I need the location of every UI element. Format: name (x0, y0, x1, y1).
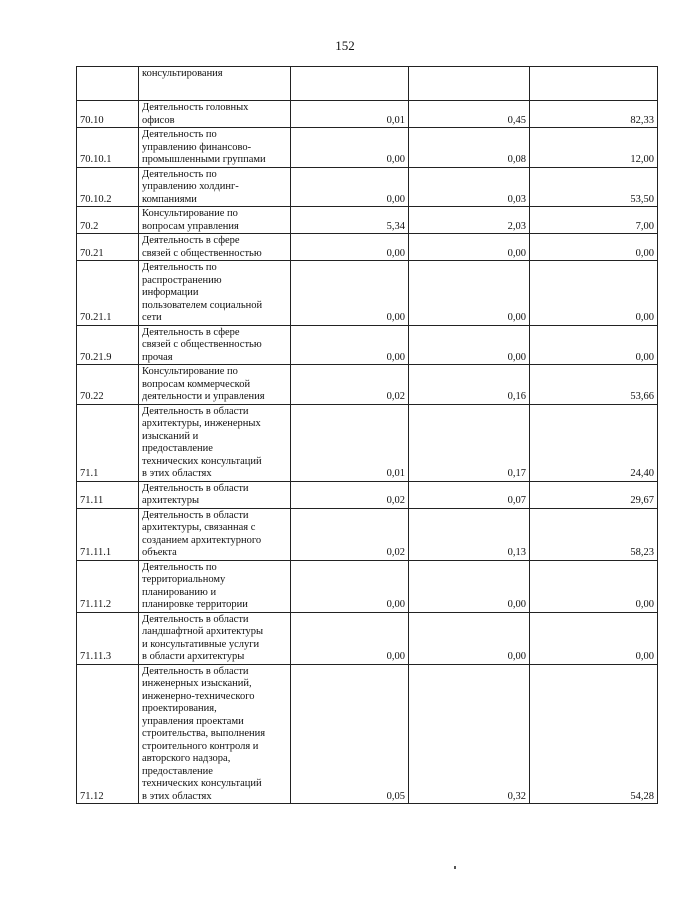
cell-code: 70.21 (77, 234, 139, 261)
cell-code: 70.21.9 (77, 325, 139, 365)
table-row (77, 207, 658, 234)
cell-value-2: 0,00 (409, 612, 530, 664)
cell-value-1: 0,02 (291, 365, 409, 405)
cell-value-2: 2,03 (409, 207, 530, 234)
cell-name: Деятельность в области архитектуры, инженерных изысканий и предоставление технических консультаций в этих областях (139, 404, 291, 481)
cell-name: Деятельность в области ландшафтной архитектуры и консультативные услуги в области архитектуры (139, 612, 291, 664)
table-row (77, 664, 658, 804)
cell-value-3: 7,00 (530, 207, 658, 234)
cell-value-2: 0,07 (409, 481, 530, 508)
cell-value-3: 24,40 (530, 404, 658, 481)
table-row (77, 404, 658, 481)
table-row (77, 167, 658, 207)
cell-value-2: 0,13 (409, 508, 530, 560)
cell-value-3: 29,67 (530, 481, 658, 508)
table-row (77, 261, 658, 326)
cell-value-3: 54,28 (530, 664, 658, 804)
cell-value-1: 0,00 (291, 167, 409, 207)
cell-name: Консультирование по вопросам управления (139, 207, 291, 234)
cell-value-2: 0,32 (409, 664, 530, 804)
cell-code: 71.11 (77, 481, 139, 508)
cell-code: 70.21.1 (77, 261, 139, 326)
cell-value-1: 0,00 (291, 560, 409, 612)
cell-value-3: 0,00 (530, 560, 658, 612)
cell-value-3: 0,00 (530, 612, 658, 664)
cell-code: 71.11.2 (77, 560, 139, 612)
cell-value-1: 0,01 (291, 404, 409, 481)
cell-code: 70.2 (77, 207, 139, 234)
cell-value-1: 0,02 (291, 481, 409, 508)
cell-name: консультирования (139, 67, 291, 101)
cell-value-2: 0,00 (409, 234, 530, 261)
cell-value-3: 53,50 (530, 167, 658, 207)
table-row (77, 128, 658, 168)
cell-value-3: 53,66 (530, 365, 658, 405)
table-row (77, 481, 658, 508)
cell-code: 71.12 (77, 664, 139, 804)
table-row (77, 560, 658, 612)
cell-name: Деятельность по управлению финансово- промышленными группами (139, 128, 291, 168)
cell-code: 70.10 (77, 101, 139, 128)
cell-value-1: 0,05 (291, 664, 409, 804)
cell-code: 70.10.1 (77, 128, 139, 168)
cell-value-1: 5,34 (291, 207, 409, 234)
table-row (77, 234, 658, 261)
table-row (77, 612, 658, 664)
cell-name: Деятельность по распространению информации пользователем социальной сети (139, 261, 291, 326)
cell-value-1: 0,00 (291, 261, 409, 326)
cell-value-2: 0,17 (409, 404, 530, 481)
cell-code (77, 67, 139, 101)
cell-code: 71.1 (77, 404, 139, 481)
cell-value-2: 0,00 (409, 261, 530, 326)
page-number: 152 (335, 38, 355, 53)
cell-value-1: 0,00 (291, 128, 409, 168)
table-body (77, 67, 658, 804)
cell-code: 70.10.2 (77, 167, 139, 207)
cell-name: Деятельность в области архитектуры, связанная с созданием архитектурного объекта (139, 508, 291, 560)
scan-speck (454, 866, 456, 869)
cell-name: Деятельность в сфере связей с общественностью прочая (139, 325, 291, 365)
cell-name: Деятельность головных офисов (139, 101, 291, 128)
cell-code: 70.22 (77, 365, 139, 405)
cell-value-3: 0,00 (530, 325, 658, 365)
activity-table (76, 66, 658, 804)
table-row (77, 365, 658, 405)
cell-value-2: 0,00 (409, 325, 530, 365)
cell-value-1 (291, 67, 409, 101)
cell-code: 71.11.3 (77, 612, 139, 664)
table-row-continuation (77, 67, 658, 101)
cell-value-1: 0,00 (291, 325, 409, 365)
cell-value-2: 0,45 (409, 101, 530, 128)
cell-value-3: 82,33 (530, 101, 658, 128)
cell-value-1: 0,00 (291, 234, 409, 261)
table-row (77, 325, 658, 365)
cell-value-2 (409, 67, 530, 101)
cell-value-1: 0,02 (291, 508, 409, 560)
cell-value-3: 0,00 (530, 261, 658, 326)
cell-name: Консультирование по вопросам коммерческой деятельности и управления (139, 365, 291, 405)
table-row (77, 101, 658, 128)
cell-value-2: 0,08 (409, 128, 530, 168)
cell-value-3: 12,00 (530, 128, 658, 168)
cell-value-1: 0,00 (291, 612, 409, 664)
cell-value-3: 58,23 (530, 508, 658, 560)
cell-code: 71.11.1 (77, 508, 139, 560)
cell-value-2: 0,16 (409, 365, 530, 405)
cell-name: Деятельность в области инженерных изысканий, инженерно-технического проектирования, управления проектами строительства, выполнения строительного контроля и авторского надзора, предоставление технических консультаций в этих областях (139, 664, 291, 804)
cell-value-2: 0,03 (409, 167, 530, 207)
cell-value-1: 0,01 (291, 101, 409, 128)
cell-name: Деятельность в сфере связей с общественностью (139, 234, 291, 261)
cell-value-3 (530, 67, 658, 101)
table-row (77, 508, 658, 560)
cell-value-3: 0,00 (530, 234, 658, 261)
cell-value-2: 0,00 (409, 560, 530, 612)
cell-name: Деятельность по территориальному планированию и планировке территории (139, 560, 291, 612)
cell-name: Деятельность в области архитектуры (139, 481, 291, 508)
cell-name: Деятельность по управлению холдинг- компаниями (139, 167, 291, 207)
